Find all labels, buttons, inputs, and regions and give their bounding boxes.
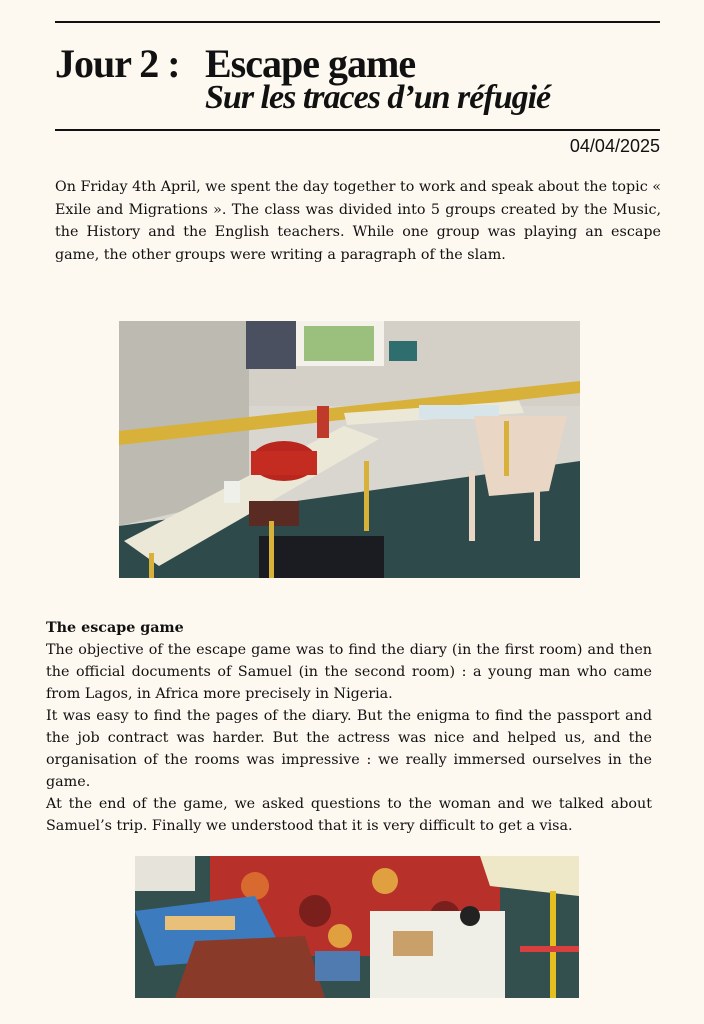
escape-game-section [46,617,652,837]
page-title: Escape game [205,41,416,86]
section-paragraph-2: It was easy to find the pages of the diary. But the enigma to find the passport and the job contract was harder. But the actress was nice and helped us, and the organisation of the rooms was impressive : we really immersed ourselves in the game. [46,708,652,790]
room-photo [135,856,579,998]
classroom-photo [119,321,580,578]
day-label: Jour 2 : [55,41,180,86]
intro-paragraph: On Friday 4th April, we spent the day together to work and speak about the topic « Exile and Migrations ». The class was divided into 5 groups created by the Music, the History and the English teachers. While one group was playing an escape game, the other groups were writing a paragraph of the slam. [55,179,661,263]
bottom-rule [55,129,660,131]
section-paragraph-3: At the end of the game, we asked questions to the woman and we talked about Samuel’s trip. Finally we understood that it is very difficult to get a visa. [46,796,652,834]
top-rule [55,21,660,23]
date: 04/04/2025 [569,136,660,156]
section-heading: The escape game [46,620,184,636]
section-paragraph-1: The objective of the escape game was to find the diary (in the first room) and then the official documents of Samuel (in the second room) : a young man who came from Lagos, in Africa more precisely in Nigeria. [46,642,652,702]
page-subtitle: Sur les traces d’un réfugié [205,79,551,116]
